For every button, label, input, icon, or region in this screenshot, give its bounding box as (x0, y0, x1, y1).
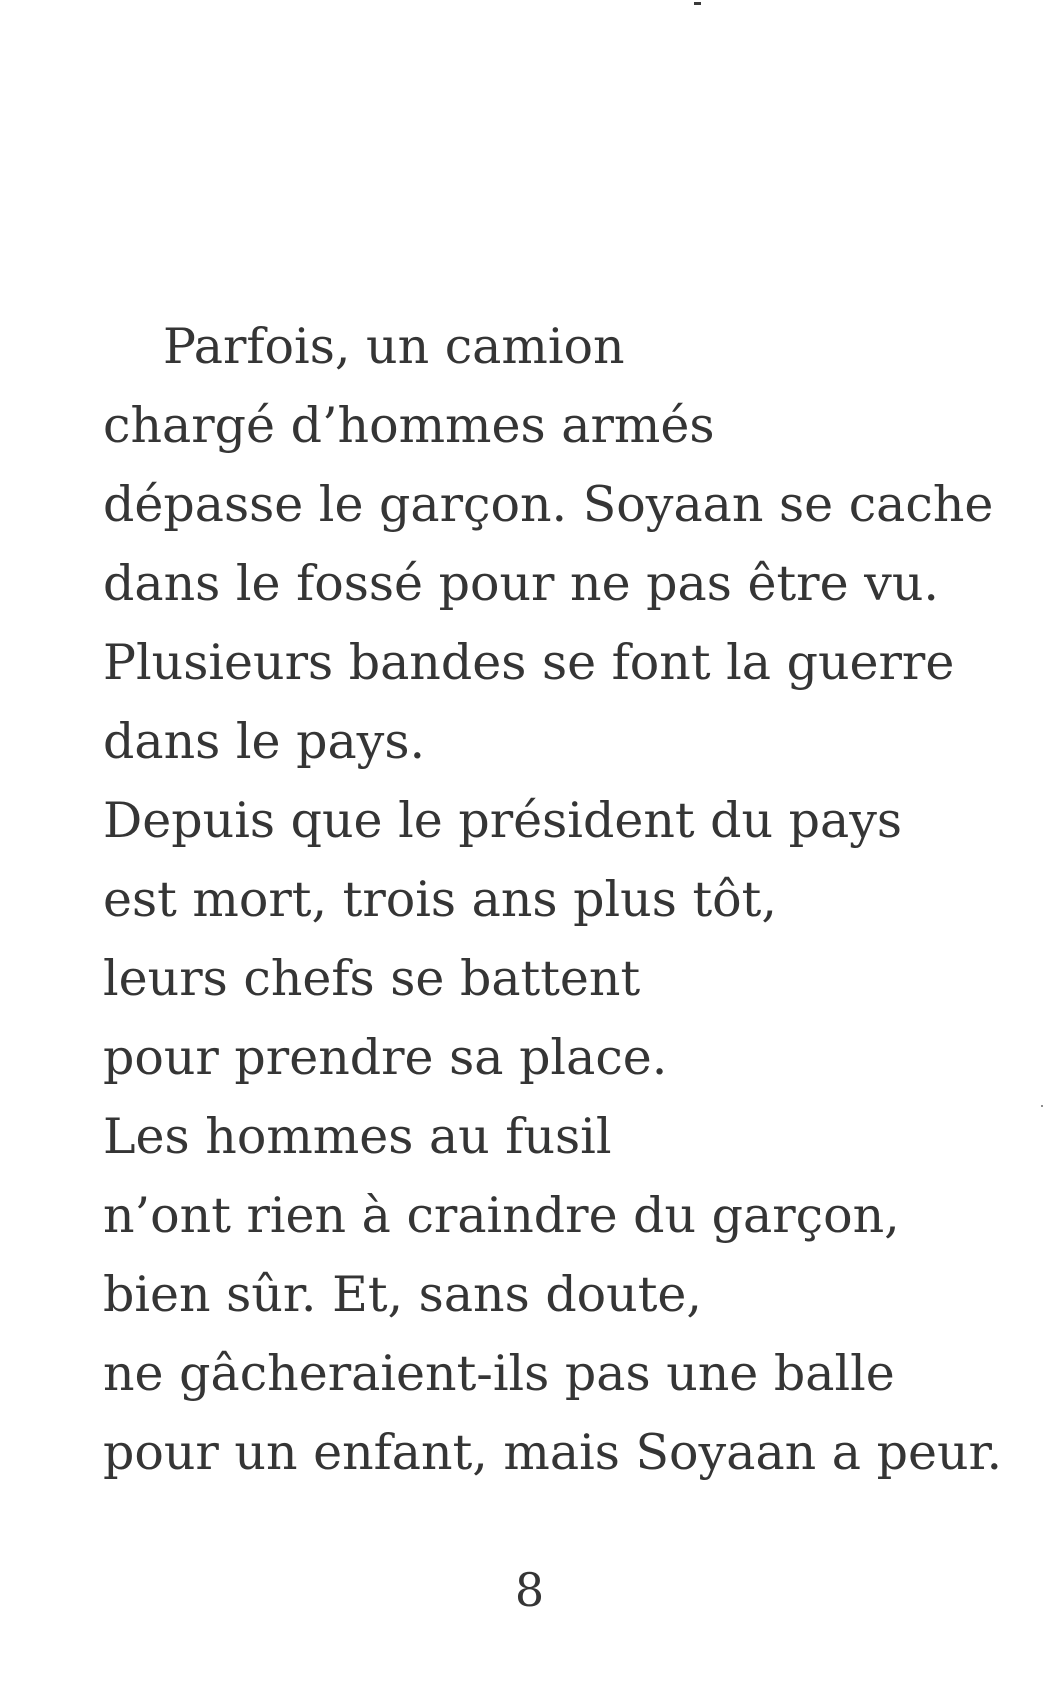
text-line: ne gâcheraient-ils pas une balle (103, 1345, 895, 1402)
text-line: Plusieurs bandes se font la guerre (103, 634, 955, 691)
scan-speck (694, 2, 701, 5)
text-line: n’ont rien à craindre du garçon, (103, 1187, 900, 1244)
text-line: est mort, trois ans plus tôt, (103, 871, 777, 928)
text-line: dans le fossé pour ne pas être vu. (103, 555, 939, 612)
text-line: bien sûr. Et, sans doute, (103, 1266, 703, 1323)
text-line: Les hommes au fusil (103, 1108, 612, 1165)
body-text (103, 307, 1023, 1492)
text-line: dépasse le garçon. Soyaan se cache (103, 476, 994, 533)
text-line: dans le pays. (103, 713, 426, 770)
text-line: pour prendre sa place. (103, 1029, 668, 1086)
scan-speck (1041, 1105, 1043, 1107)
page-number: 8 (514, 1563, 545, 1617)
text-line: leurs chefs se battent (103, 950, 641, 1007)
text-line: Depuis que le président du pays (103, 792, 903, 849)
text-line: pour un enfant, mais Soyaan a peur. (103, 1424, 1003, 1481)
text-line: Parfois, un camion (163, 318, 625, 375)
text-line: chargé d’hommes armés (103, 397, 715, 454)
